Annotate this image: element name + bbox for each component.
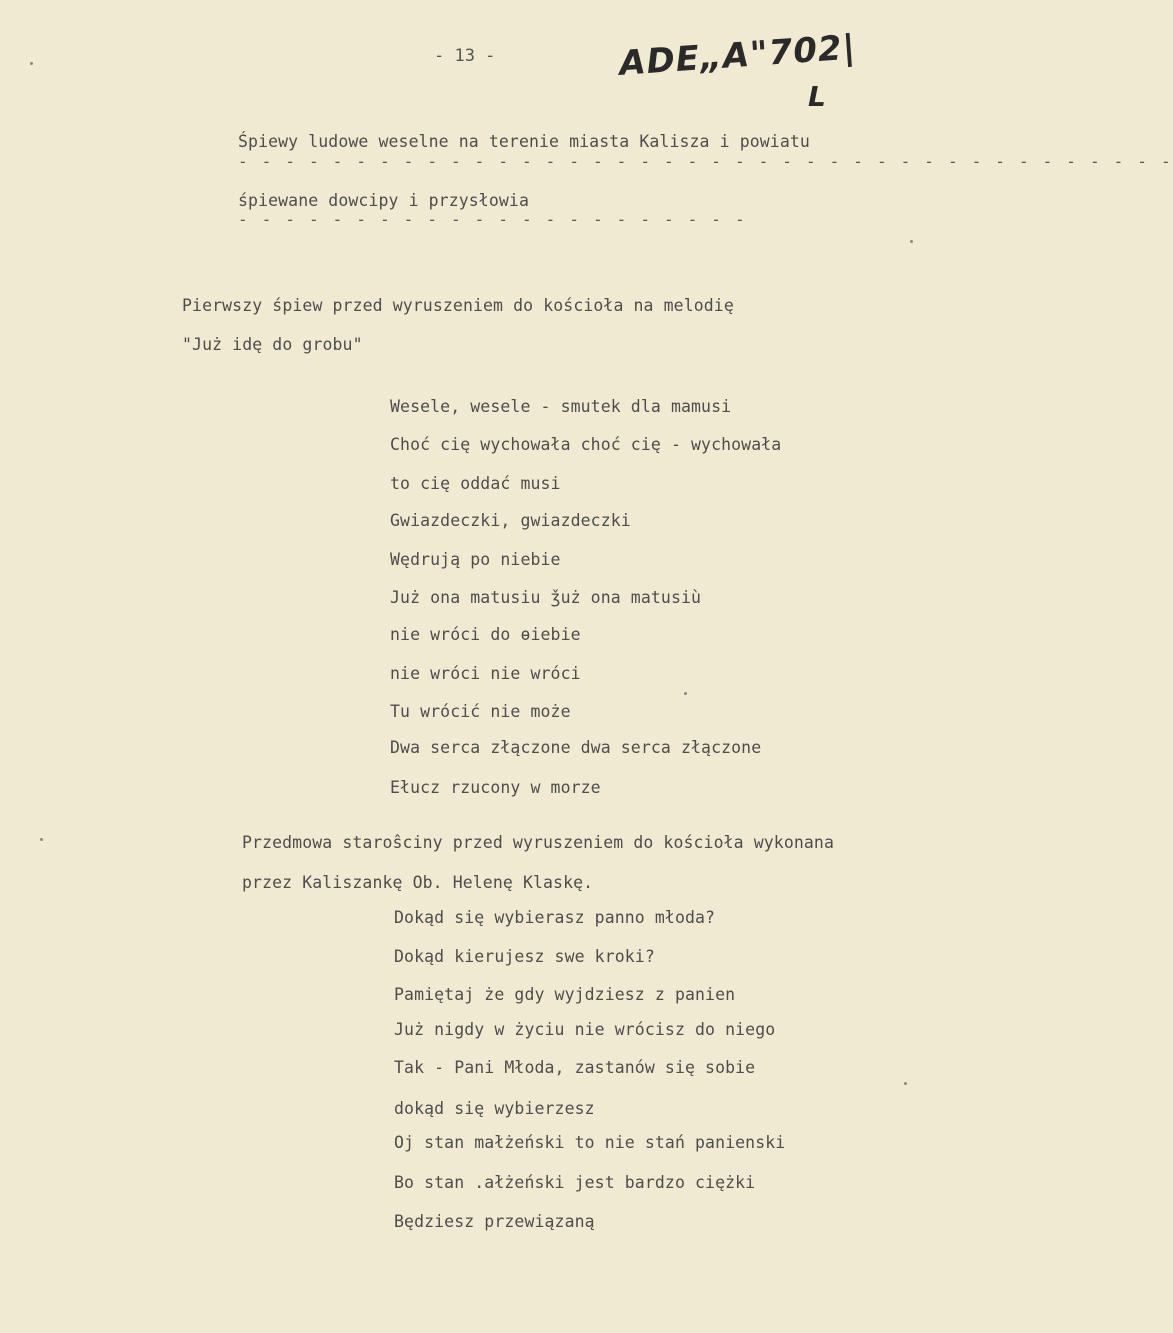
verse-line: Tak - Pani Młoda, zastanów się sobie — [394, 1058, 756, 1077]
title-line-1: Śpiewy ludowe weselne na terenie miasta Kalisza i powiatu — [238, 132, 810, 151]
verse-line: Już ona matusiu ǯuż ona matusiù — [390, 588, 702, 607]
section1-intro-line-1: Pierwszy śpiew przed wyruszeniem do kościoła na melodię — [182, 296, 734, 315]
verse-line: Będziesz przewiązaną — [394, 1212, 595, 1231]
verse-line: Gwiazdeczki, gwiazdeczki — [390, 511, 631, 530]
archive-signature-sub: L — [808, 80, 826, 113]
verse-line: Pamiętaj że gdy wyjdziesz z panien — [394, 985, 736, 1004]
section1-intro-line-2: "Już idę do grobu" — [182, 335, 363, 354]
paper-speck — [904, 1082, 907, 1085]
title-line-2: śpiewane dowcipy i przysłowia — [238, 191, 529, 210]
verse-line: Tu wrócić nie może — [390, 702, 571, 721]
verse-line: Bo stan .ałżeński jest bardzo ciężki — [394, 1173, 756, 1192]
verse-line: Dokąd się wybierasz panno młoda? — [394, 908, 716, 927]
verse-line: nie wróci do ɵiebie — [390, 625, 581, 644]
verse-line: Ełucz rzucony w morze — [390, 778, 601, 797]
title-underline-2: - - - - - - - - - - - - - - - - - - - - - - — [238, 210, 747, 229]
section2-intro-line-1: Przedmowa staroŝciny przed wyruszeniem do kościoła wykonana — [242, 833, 834, 852]
section2-intro-line-2: przez Kaliszankę Ob. Helenę Klaskę. — [242, 873, 594, 892]
paper-speck — [910, 240, 913, 243]
verse-line: to cię oddać musi — [390, 474, 561, 493]
title-underline-1: - - - - - - - - - - - - - - - - - - - - - - - - - - - - - - - - - - - - - - - - — [238, 152, 1173, 171]
verse-line: Oj stan małżeński to nie stań panienski — [394, 1133, 786, 1152]
verse-line: Dokąd kierujesz swe kroki? — [394, 947, 655, 966]
paper-speck — [40, 838, 43, 841]
verse-line: dokąd się wybierzesz — [394, 1099, 595, 1118]
archive-signature: ADE„A"702| — [618, 27, 858, 84]
verse-line: Choć cię wychowała choć cię - wychowała — [390, 435, 782, 454]
verse-line: Już nigdy w życiu nie wrócisz do niego — [394, 1020, 776, 1039]
paper-speck — [30, 62, 33, 65]
verse-line: Dwa serca złączone dwa serca złączone — [390, 738, 762, 757]
page-number: - 13 - — [434, 46, 496, 66]
verse-line: nie wróci nie wróci — [390, 664, 581, 683]
paper-speck — [684, 692, 687, 695]
verse-line: Wesele, wesele - smutek dla mamusi — [390, 397, 732, 416]
verse-line: Wędrują po niebie — [390, 550, 561, 569]
